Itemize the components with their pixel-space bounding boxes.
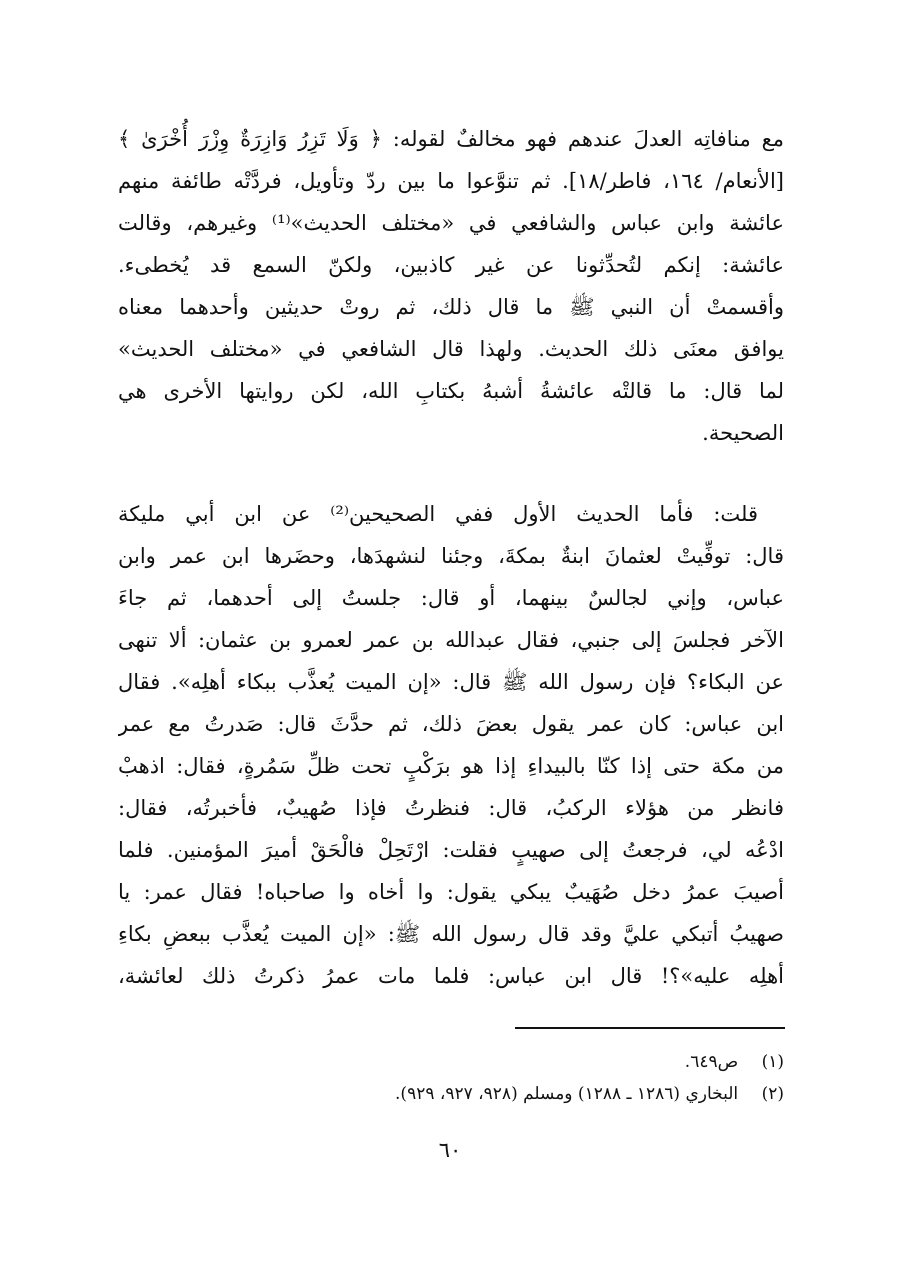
text-line: أصيبَ عمرُ دخل صُهَيبٌ يبكي يقول: وا أخاه وا صاحباه! فقال عمر: يا bbox=[118, 880, 784, 904]
page-number: ٦٠ bbox=[438, 1138, 462, 1162]
text-line: قلت: فأما الحديث الأول ففي الصحيحين⁽²⁾ عن ابن أبي مليكة bbox=[118, 502, 759, 526]
footnote-text: البخاري (١٢٨٦ ـ ١٢٨٨) ومسلم (٩٢٨، ٩٢٧، ٩٢٩). bbox=[395, 1084, 739, 1104]
text-line: مع منافاتِه العدلَ عندهم فهو مخالفٌ لقوله: ﴿ وَلَا تَزِرُ وَازِرَةٌ وِزْرَ أُخْرَىٰ ﴾ bbox=[118, 127, 784, 151]
text-line: عائشة وابن عباس والشافعي في «مختلف الحديث»⁽¹⁾ وغيرهم، وقالت bbox=[118, 211, 784, 235]
text-line: الصحيحة. bbox=[702, 421, 784, 445]
text-line: عن البكاء؟ فإن رسول الله ﷺ قال: «إن الميت يُعذَّب ببكاء أهلِه». فقال bbox=[118, 670, 784, 694]
footnote-1 bbox=[118, 1046, 784, 1078]
paragraph-2 bbox=[118, 493, 784, 997]
text-line: وأقسمتْ أن النبي ﷺ ما قال ذلك، ثم روتْ حديثين وأحدهما معناه bbox=[118, 295, 784, 319]
text-line: فانظر من هؤلاء الركبُ، قال: فنظرتُ فإذا صُهيبٌ، فأخبرتُه، فقال: bbox=[118, 796, 784, 820]
text-line: يوافق معنَى ذلك الحديث. ولهذا قال الشافعي في «مختلف الحديث» bbox=[118, 337, 784, 361]
paragraph-1 bbox=[118, 118, 784, 454]
text-line: ابن عباس: كان عمر يقول بعضَ ذلك، ثم حدَّثَ قال: صَدرتُ مع عمر bbox=[118, 712, 784, 736]
text-line: قال: توفِّيتْ لعثمانَ ابنةٌ بمكةَ، وجئنا لنشهدَها، وحضَرها ابن عمر وابن bbox=[118, 544, 784, 568]
footnote-number: (٢) bbox=[761, 1084, 784, 1104]
text-line: من مكة حتى إذا كنّا بالبيداءِ إذا هو برَكْبٍ تحت ظلِّ سَمُرةٍ، فقال: اذهبْ bbox=[118, 754, 784, 778]
text-line: ادْعُه لي، فرجعتُ إلى صهيبٍ فقلت: ارْتَحِلْ فالْحَقْ أميرَ المؤمنين. فلما bbox=[118, 838, 784, 862]
text-line: [الأنعام/ ١٦٤، فاطر/١٨]. ثم تنوَّعوا ما بين ردّ وتأويل، فردَّتْه طائفة منهم bbox=[118, 169, 784, 193]
footnotes bbox=[118, 1046, 784, 1110]
text-line: الآخر فجلسَ إلى جنبي، فقال عبدالله بن عمر لعمرو بن عثمان: ألا تنهى bbox=[118, 628, 784, 652]
text-line: أهلِه عليه»؟! قال ابن عباس: فلما مات عمرُ ذكرتُ ذلك لعائشة، bbox=[118, 964, 784, 988]
footnote-divider bbox=[515, 1027, 785, 1029]
footnote-2 bbox=[118, 1078, 784, 1110]
footnote-number: (١) bbox=[761, 1052, 784, 1072]
text-line: صهيبُ أتبكي عليَّ وقد قال رسول الله ﷺ: «إن الميت يُعذَّب ببعضِ بكاءِ bbox=[118, 922, 784, 946]
text-line: عباس، وإني لجالسٌ بينهما، أو قال: جلستُ إلى أحدهما، ثم جاءَ bbox=[118, 586, 784, 610]
text-line: لما قال: ما قالتْه عائشةُ أشبهُ بكتابِ الله، لكن روايتها الأخرى هي bbox=[118, 379, 784, 403]
text-line: عائشة: إنكم لتُحدِّثونا عن غير كاذبين، ولكنّ السمع قد يُخطىء. bbox=[118, 253, 784, 277]
footnote-text: ص٦٤٩. bbox=[684, 1052, 739, 1072]
